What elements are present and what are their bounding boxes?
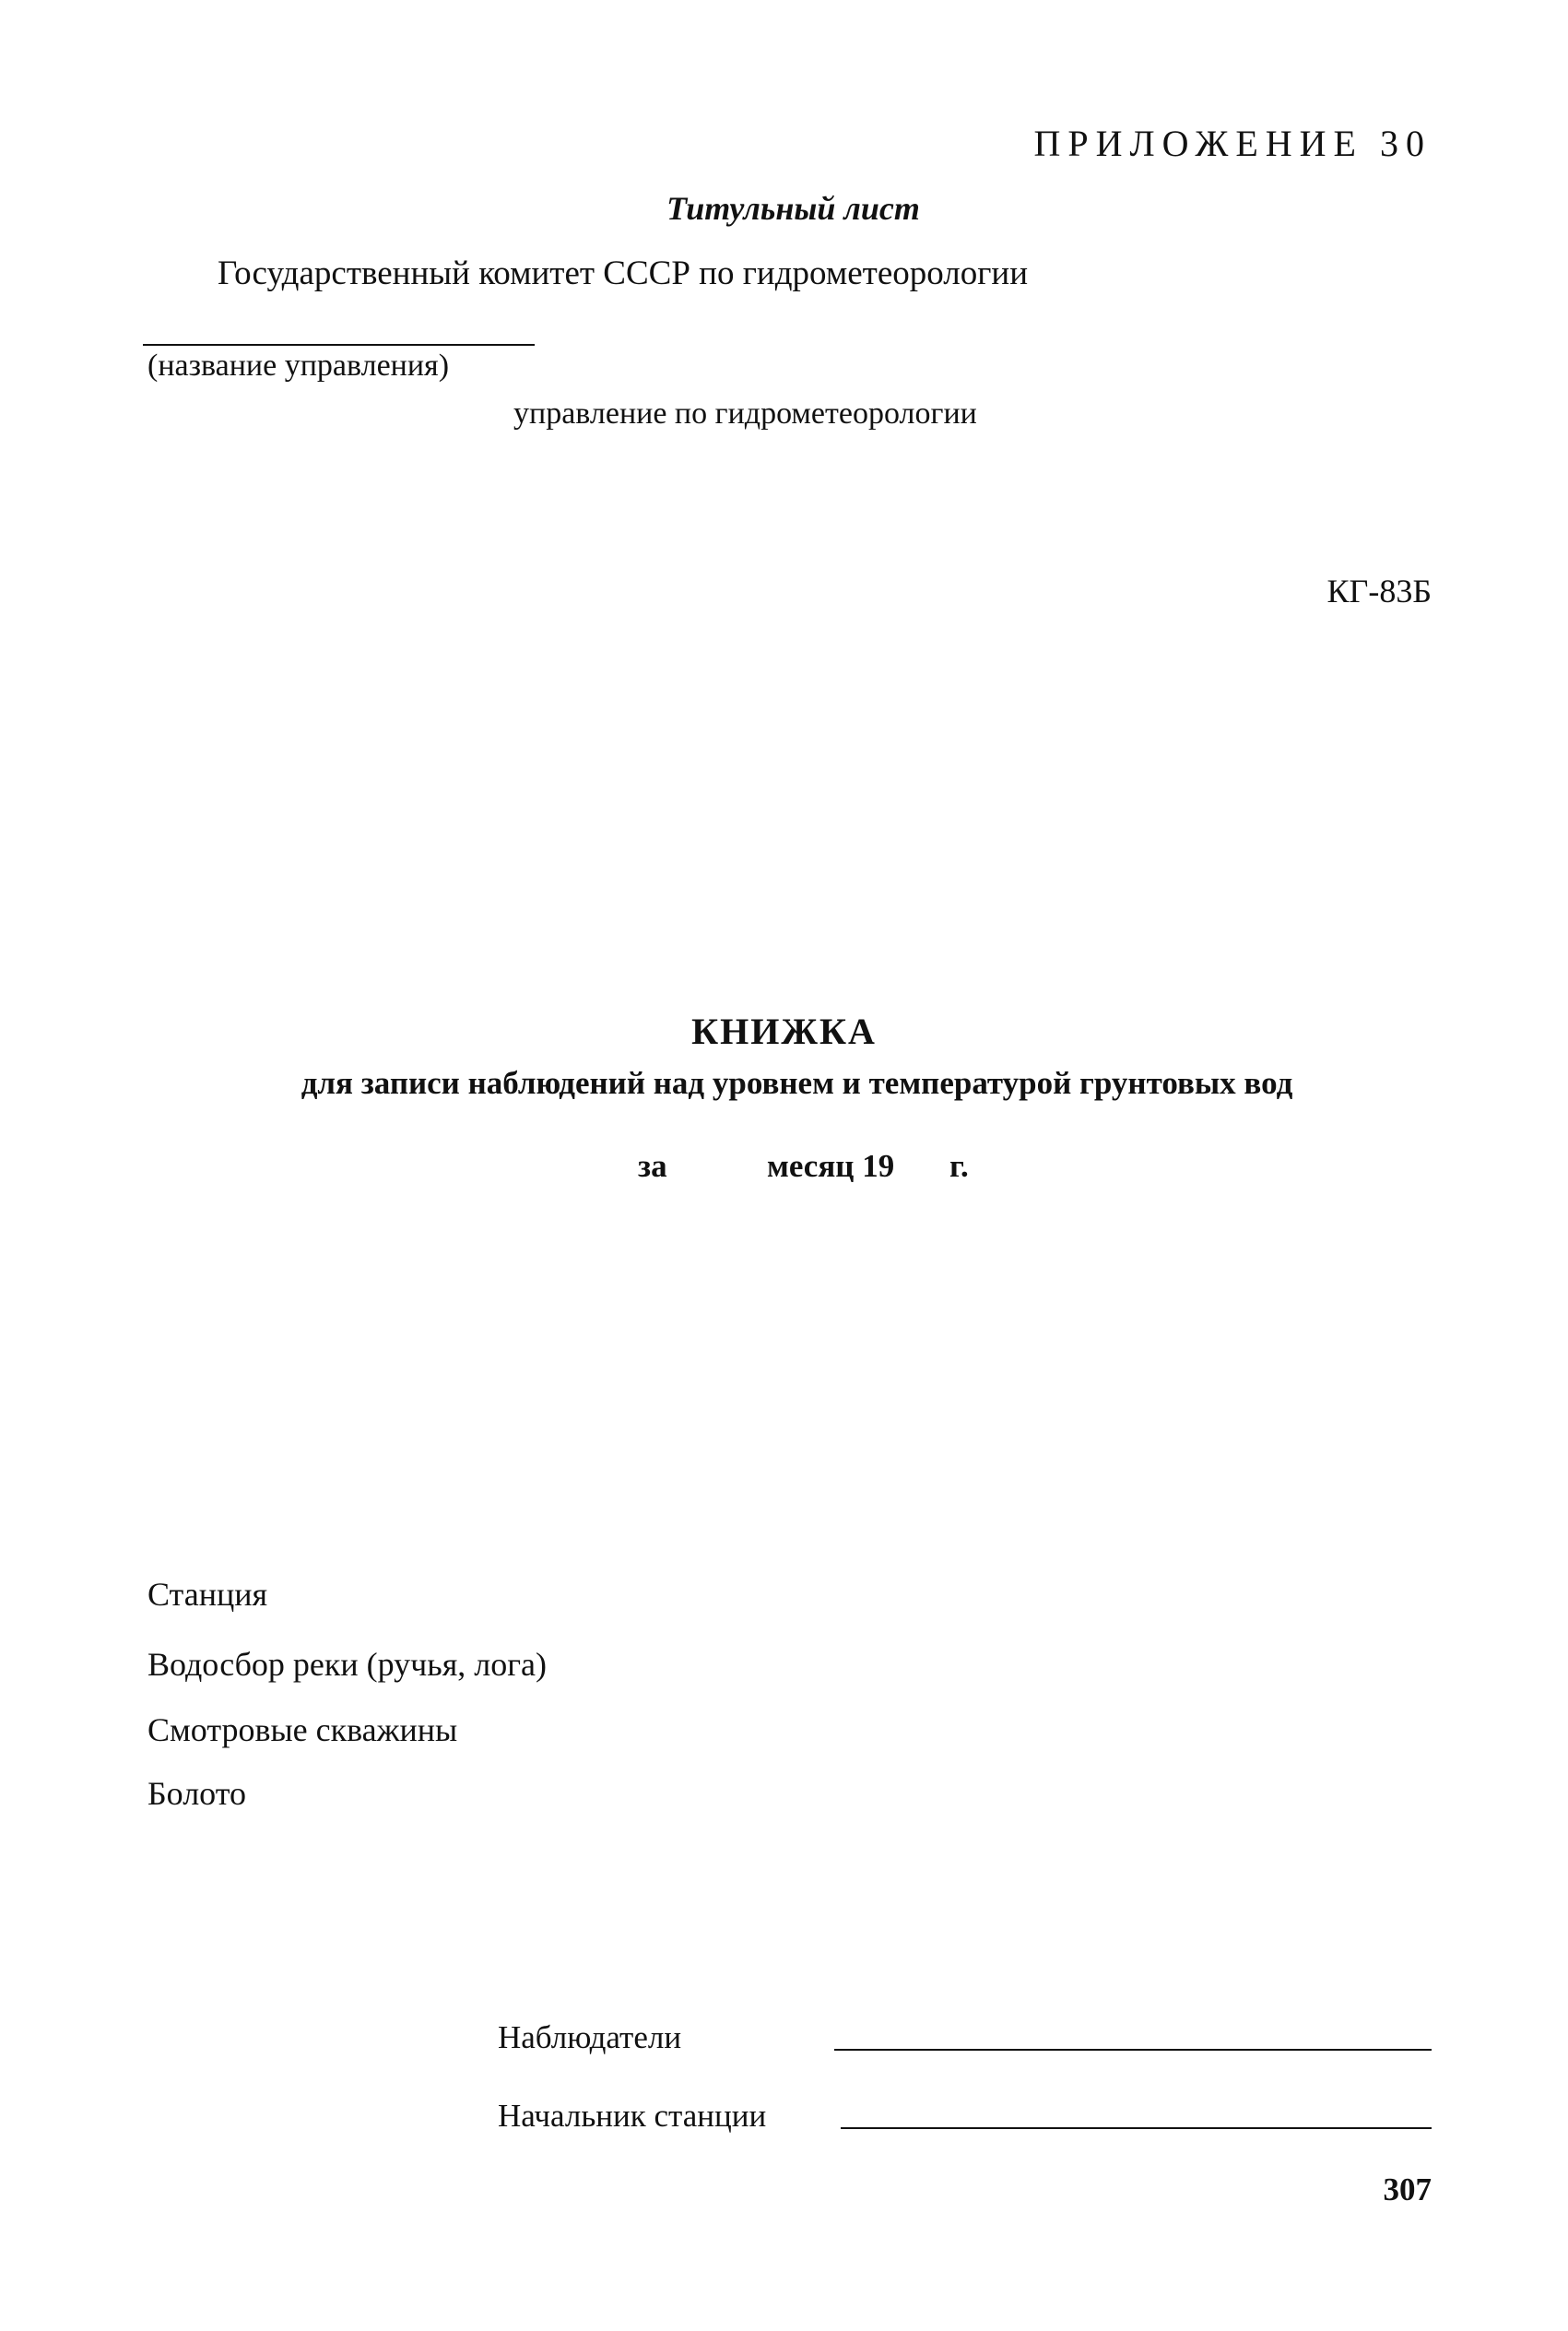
period-month: месяц 19 bbox=[767, 1148, 895, 1184]
management-suffix: управление по гидрометеорологии bbox=[513, 396, 977, 431]
field-station: Станция bbox=[147, 1576, 268, 1613]
station-chief-signature-line bbox=[841, 2127, 1432, 2129]
form-code: КГ-83Б bbox=[1326, 573, 1432, 609]
observers-label: Наблюдатели bbox=[498, 2019, 682, 2055]
field-swamp: Болото bbox=[147, 1775, 246, 1812]
period-year: г. bbox=[949, 1148, 969, 1184]
book-title: КНИЖКА bbox=[691, 1011, 877, 1052]
book-subtitle: для записи наблюдений над уровнем и температурой грунтовых вод bbox=[301, 1065, 1293, 1101]
station-chief-label: Начальник станции bbox=[498, 2098, 767, 2134]
field-wells: Смотровые скважины bbox=[147, 1711, 458, 1748]
period-prefix: за bbox=[638, 1148, 667, 1184]
observers-signature-line bbox=[834, 2049, 1432, 2051]
title-sheet-label: Титульный лист bbox=[666, 190, 920, 227]
appendix-heading: ПРИЛОЖЕНИЕ 30 bbox=[1033, 123, 1432, 164]
page-number: 307 bbox=[1383, 2171, 1432, 2207]
management-name-line bbox=[143, 344, 535, 346]
committee-name: Государственный комитет СССР по гидрометеорологии bbox=[218, 254, 1029, 292]
management-name-caption: (название управления) bbox=[147, 349, 450, 383]
field-river-basin: Водосбор реки (ручья, лога) bbox=[147, 1646, 547, 1683]
